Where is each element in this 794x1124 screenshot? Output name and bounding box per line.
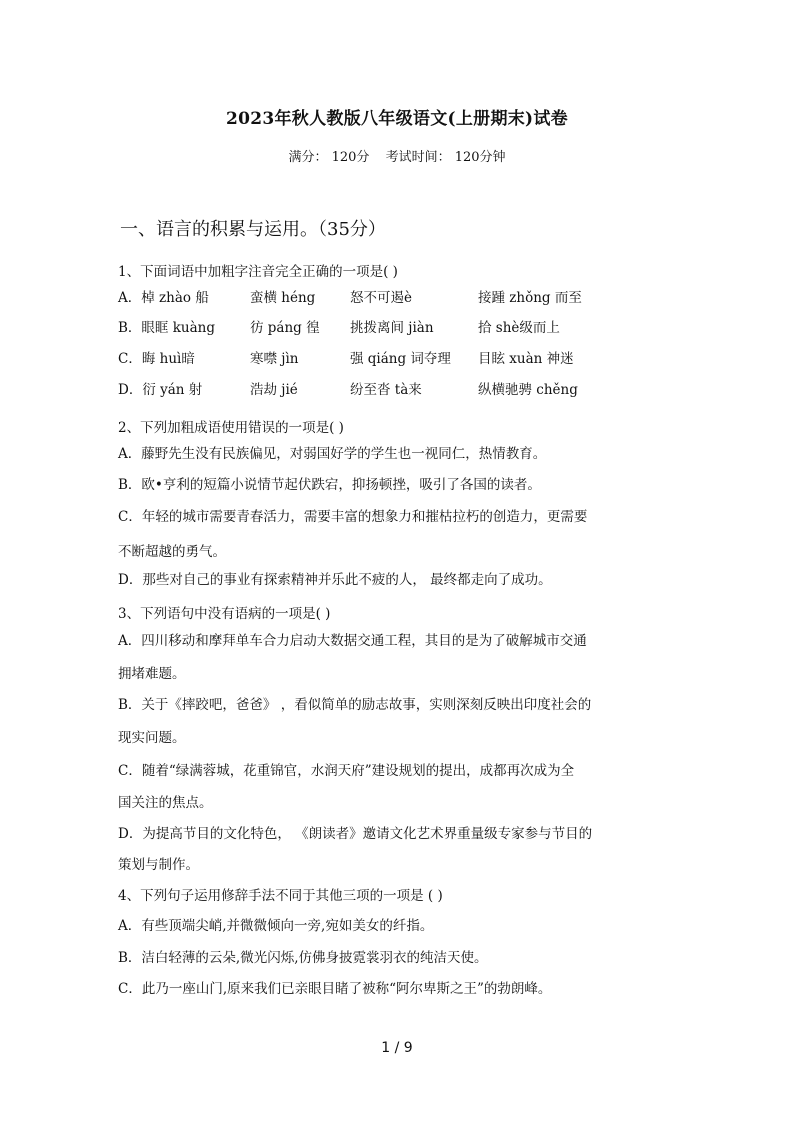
page-number: 1 / 9 [381,1040,413,1056]
q3-option-d: D．为提高节目的文化特色， 《朗读者》邀请文化艺术界重量级专家参与节目的 [118,826,593,842]
q1-option-b-1: B．眼眶 kuàng [118,320,215,336]
q4-option-c: C．此乃一座山门,原来我们已亲眼目睹了被称“阿尔卑斯之王”的勃朗峰。 [118,981,552,997]
q1-option-a-2: 蛮横 héng [250,290,316,306]
q3-stem: 3、下列语句中没有语病的一项是( ) [118,606,331,622]
q3-option-c: C．随着“绿满蓉城，花重锦官，水润天府”建设规划的提出，成都再次成为全 [118,763,575,779]
exam-time: 考试时间： 120分钟 [385,150,506,165]
q1-option-b-2: 彷 páng 徨 [250,320,320,336]
q3-option-c-cont: 国关注的焦点。 [118,795,213,811]
q2-option-c-cont: 不断超越的勇气。 [118,544,226,560]
page-title: 2023年秋人教版八年级语文(上册期末)试卷 [225,109,568,129]
full-score: 满分： 120分 [288,150,370,165]
q3-option-a: A．四川移动和摩拜单车合力启动大数据交通工程，其目的是为了破解城市交通 [118,633,587,649]
q1-option-b-3: 挑拨离间 jiàn [350,320,434,336]
q1-option-c-4: 目眩 xuàn 神迷 [478,351,574,367]
q2-stem: 2、下列加粗成语使用错误的一项是( ) [118,420,344,436]
section-heading: 一、语言的积累与运用。（35分） [120,219,386,240]
q1-option-a-3: 怒不可遏è [350,290,412,306]
q3-option-d-cont: 策划与制作。 [118,857,199,873]
q1-option-d-2: 浩劫 jié [250,382,298,398]
q2-option-c: C．年轻的城市需要青春活力，需要丰富的想象力和摧枯拉朽的创造力，更需要 [118,509,588,525]
q2-option-a: A．藤野先生没有民族偏见，对弱国好学的学生也一视同仁，热情教育。 [118,446,547,462]
q4-option-b: B．洁白轻薄的云朵,微光闪烁,仿佛身披霓裳羽衣的纯洁天使。 [118,950,488,966]
q1-option-d-4: 纵横驰骋 chěng [478,382,578,398]
q2-option-b: B．欧•亨利的短篇小说情节起伏跌宕，抑扬顿挫，吸引了各国的读者。 [118,477,541,493]
q2-option-d: D．那些对自己的事业有探索精神并乐此不疲的人， 最终都走向了成功。 [118,572,552,588]
q1-stem: 1、下面词语中加粗字注音完全正确的一项是( ) [118,264,398,280]
q4-option-a: A．有些顶端尖峭,并微微倾向一旁,宛如美女的纤指。 [118,918,434,934]
q3-option-b-cont: 现实问题。 [118,730,186,746]
q3-option-a-cont: 拥堵难题。 [118,666,186,682]
q1-option-b-4: 拾 shè级而上 [478,320,560,336]
q3-option-b: B．关于《摔跤吧，爸爸》 ，看似简单的励志故事，实则深刻反映出印度社会的 [118,697,592,713]
q1-option-a-4: 接踵 zhǒng 而至 [478,290,582,306]
q1-option-c-2: 寒噤 jìn [250,351,299,367]
exam-meta [0,146,794,165]
q1-option-c-3: 强 qiáng 词夺理 [350,351,451,367]
q1-option-a-1: A．棹 zhào 船 [118,290,209,306]
q1-option-d-3: 纷至沓 tà来 [350,382,422,398]
q1-option-d-1: D．衍 yán 射 [118,382,203,398]
q1-option-c-1: C．晦 huì暗 [118,351,195,367]
q4-stem: 4、下列句子运用修辞手法不同于其他三项的一项是 ( ) [118,888,443,904]
